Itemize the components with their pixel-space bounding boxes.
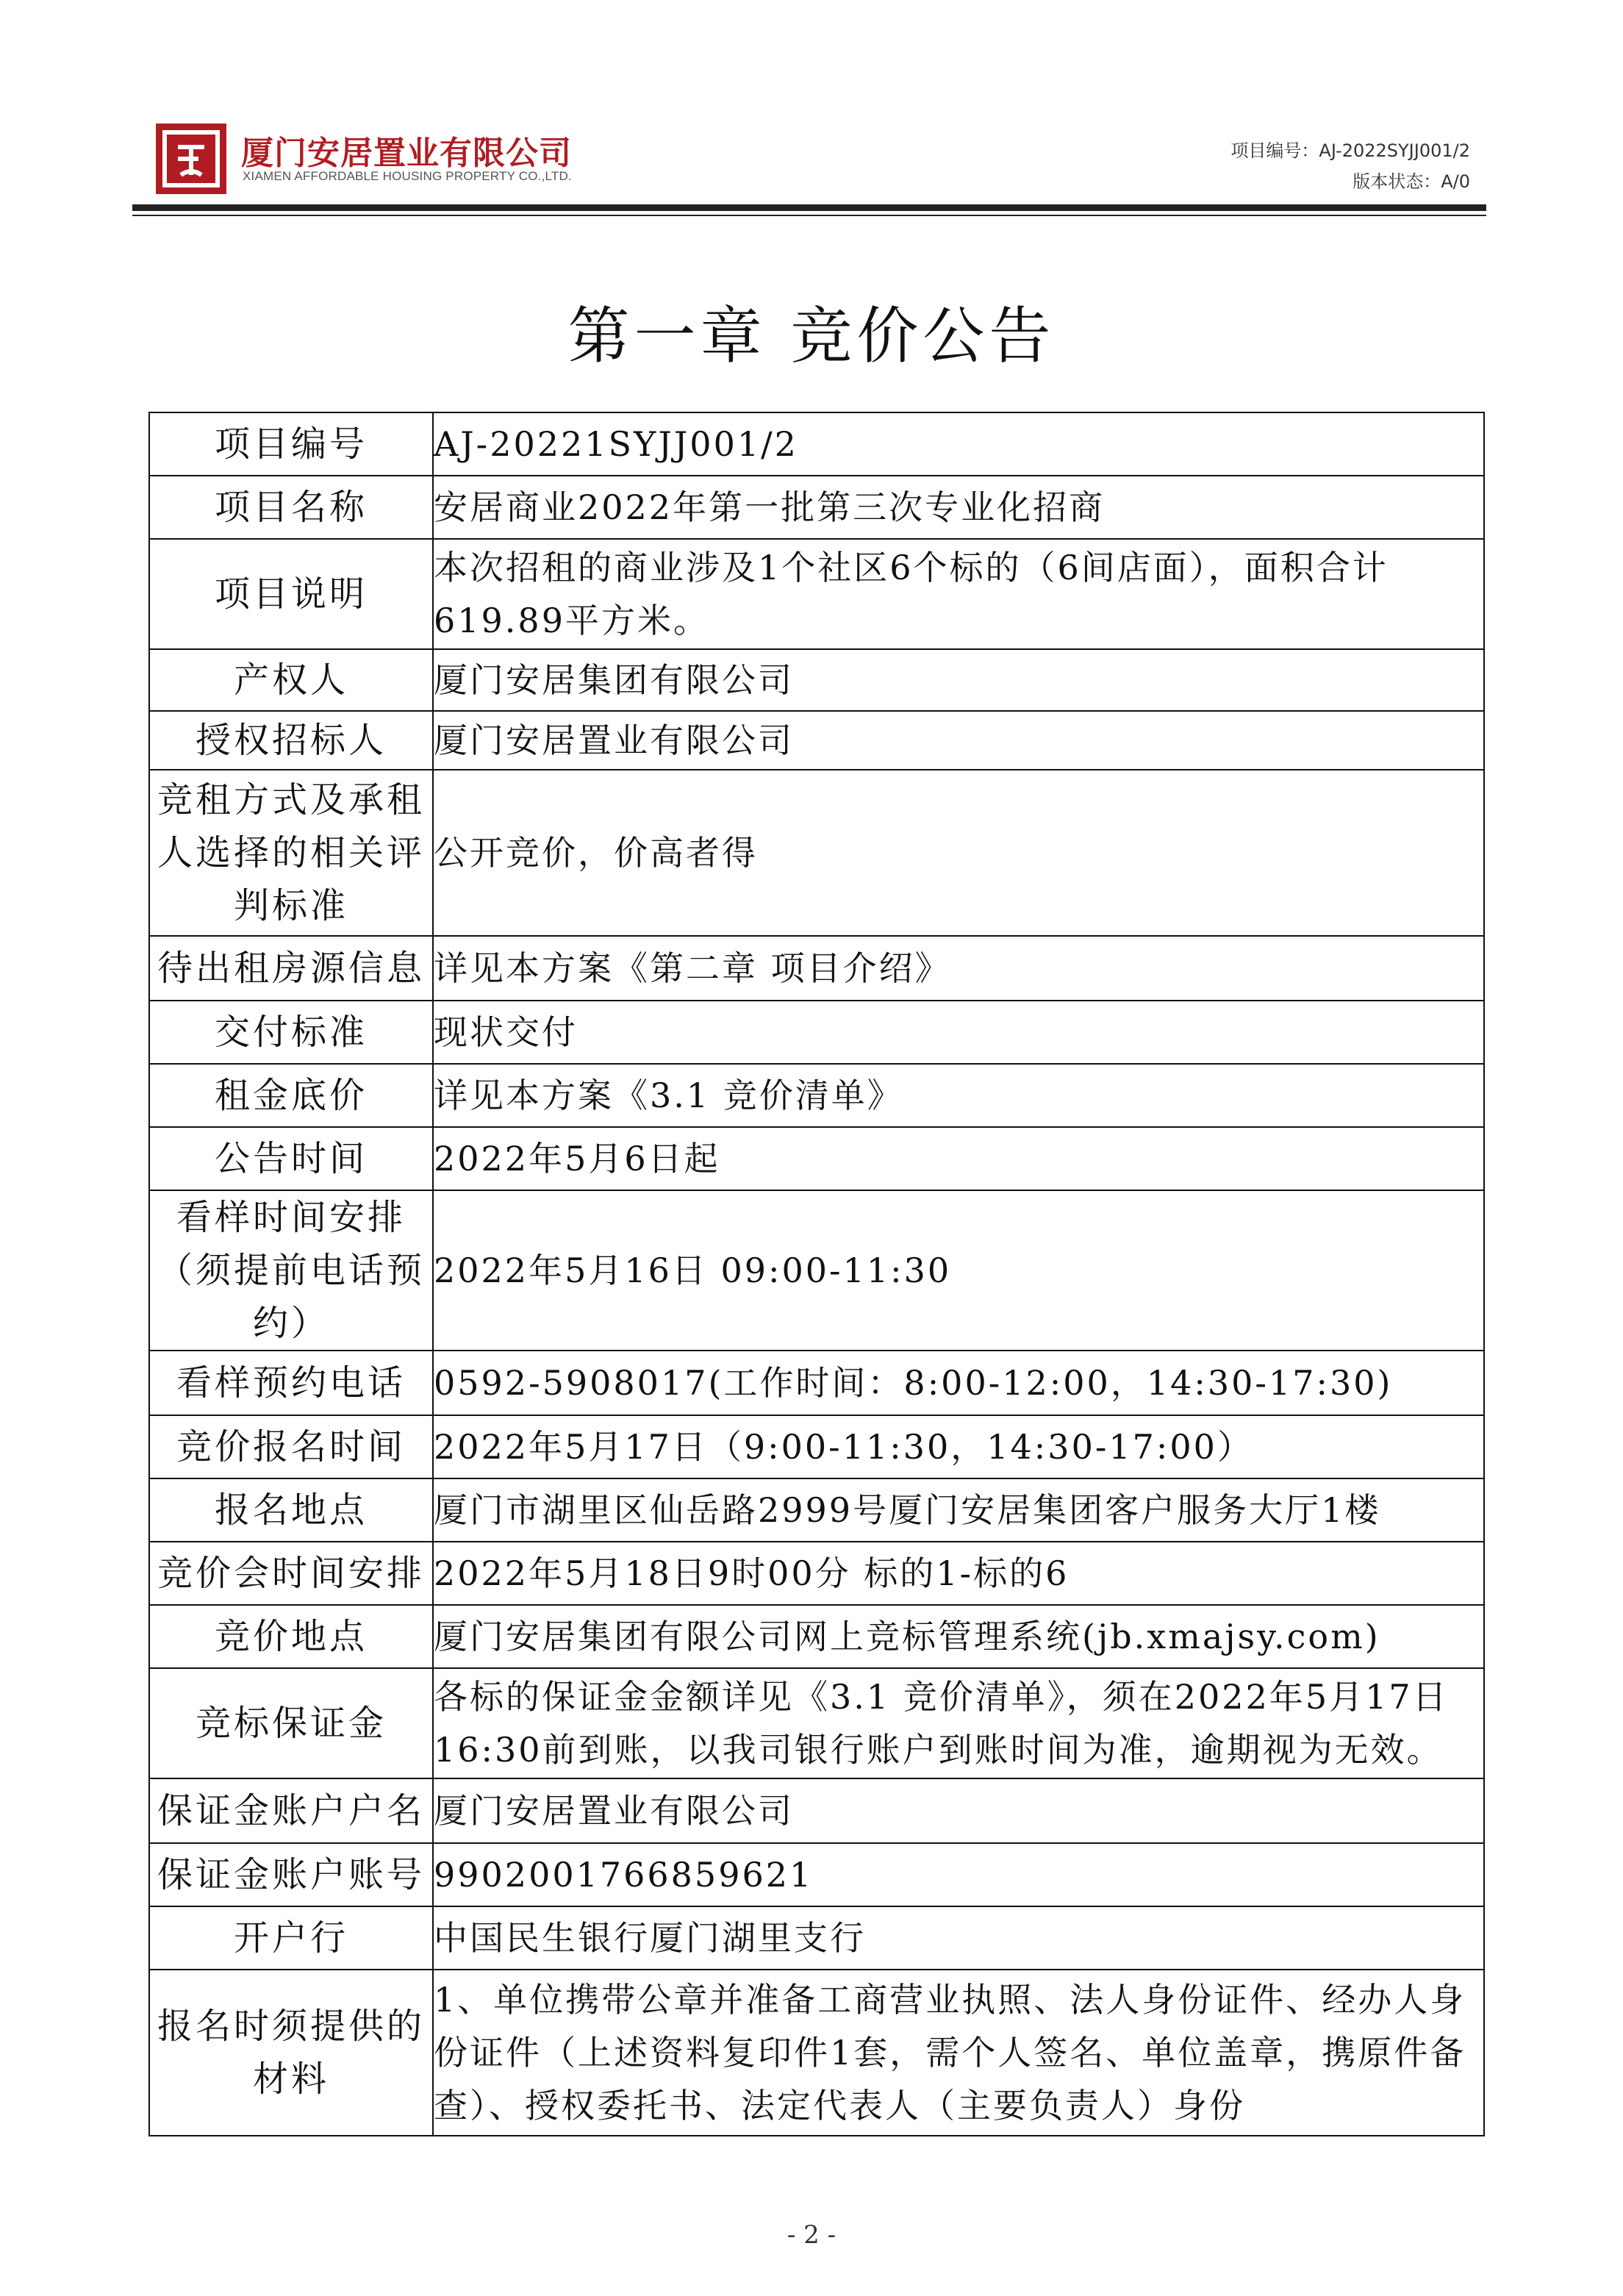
row-label: 报名地点 — [149, 1478, 433, 1542]
table-row — [149, 1906, 1484, 1970]
table-row — [149, 1668, 1484, 1778]
row-value: 详见本方案《第二章 项目介绍》 — [433, 936, 1484, 1001]
row-label: 竞标保证金 — [149, 1668, 433, 1778]
row-label: 产权人 — [149, 649, 433, 711]
row-value: 厦门安居集团有限公司网上竞标管理系统(jb.xmajsy.com) — [433, 1605, 1484, 1668]
row-label: 报名时须提供的材料 — [149, 1970, 433, 2136]
row-value: 2022年5月16日 09:00-11:30 — [433, 1190, 1484, 1351]
row-value: 9902001766859621 — [433, 1843, 1484, 1906]
row-value: AJ-20221SYJJ001/2 — [433, 412, 1484, 476]
row-label: 项目编号 — [149, 412, 433, 476]
chapter-title: 第一章 竞价公告 — [567, 300, 1056, 372]
table-row — [149, 412, 1484, 476]
company-logo-icon — [156, 124, 226, 194]
row-label: 保证金账户户名 — [149, 1778, 433, 1843]
table-row — [149, 936, 1484, 1001]
row-label: 授权招标人 — [149, 711, 433, 770]
table-row — [149, 711, 1484, 770]
table-row — [149, 649, 1484, 711]
row-value: 0592-5908017(工作时间：8:00-12:00，14:30-17:30) — [433, 1351, 1484, 1415]
row-value: 2022年5月6日起 — [433, 1127, 1484, 1190]
table-row — [149, 1478, 1484, 1542]
row-label: 待出租房源信息 — [149, 936, 433, 1001]
table-row — [149, 1605, 1484, 1668]
row-label: 竞租方式及承租人选择的相关评判标准 — [149, 770, 433, 936]
row-value: 安居商业2022年第一批第三次专业化招商 — [433, 476, 1484, 539]
row-value: 现状交付 — [433, 1001, 1484, 1064]
row-label: 交付标准 — [149, 1001, 433, 1064]
company-name-cn: 厦门安居置业有限公司 — [241, 135, 572, 172]
row-value: 中国民生银行厦门湖里支行 — [433, 1906, 1484, 1970]
table-row — [149, 1127, 1484, 1190]
header-rule — [132, 204, 1486, 211]
row-value: 1、单位携带公章并准备工商营业执照、法人身份证件、经办人身份证件（上述资料复印件1套，需个人签名、单位盖章，携原件备查）、授权委托书、法定代表人（主要负责人）身份 — [433, 1970, 1484, 2136]
table-row — [149, 1970, 1484, 2136]
row-label: 项目说明 — [149, 539, 433, 649]
row-value: 厦门安居置业有限公司 — [433, 711, 1484, 770]
row-label: 保证金账户账号 — [149, 1843, 433, 1906]
table-row — [149, 1064, 1484, 1127]
version-status: 版本状态：A/0 — [1352, 171, 1470, 192]
row-label: 看样时间安排（须提前电话预约） — [149, 1190, 433, 1351]
row-value: 2022年5月17日（9:00-11:30，14:30-17:00） — [433, 1415, 1484, 1478]
table-row — [149, 1843, 1484, 1906]
table-row — [149, 770, 1484, 936]
row-value: 2022年5月18日9时00分 标的1-标的6 — [433, 1542, 1484, 1605]
row-label: 项目名称 — [149, 476, 433, 539]
table-row — [149, 1778, 1484, 1843]
row-label: 竞价会时间安排 — [149, 1542, 433, 1605]
table-row — [149, 1190, 1484, 1351]
row-label: 开户行 — [149, 1906, 433, 1970]
row-value: 厦门安居置业有限公司 — [433, 1778, 1484, 1843]
table-row — [149, 1001, 1484, 1064]
table-row — [149, 539, 1484, 649]
table-row — [149, 1351, 1484, 1415]
row-value: 本次招租的商业涉及1个社区6个标的（6间店面），面积合计619.89平方米。 — [433, 539, 1484, 649]
row-value: 公开竞价，价高者得 — [433, 770, 1484, 936]
notice-table — [148, 412, 1485, 2136]
table-row — [149, 1415, 1484, 1478]
row-value: 厦门安居集团有限公司 — [433, 649, 1484, 711]
table-row — [149, 476, 1484, 539]
page-number: - 2 - — [787, 2220, 836, 2250]
row-label: 租金底价 — [149, 1064, 433, 1127]
row-label: 竞价地点 — [149, 1605, 433, 1668]
table-row — [149, 1542, 1484, 1605]
row-label: 公告时间 — [149, 1127, 433, 1190]
row-label: 竞价报名时间 — [149, 1415, 433, 1478]
row-value: 详见本方案《3.1 竞价清单》 — [433, 1064, 1484, 1127]
project-number: 项目编号：AJ-2022SYJJ001/2 — [1230, 140, 1470, 161]
header-rule-thin — [132, 215, 1486, 216]
row-label: 看样预约电话 — [149, 1351, 433, 1415]
row-value: 各标的保证金金额详见《3.1 竞价清单》，须在2022年5月17日16:30前到账，以我司银行账户到账时间为准，逾期视为无效。 — [433, 1668, 1484, 1778]
document-meta — [1230, 135, 1470, 197]
company-name-en: XIAMEN AFFORDABLE HOUSING PROPERTY CO.,LTD. — [243, 169, 572, 183]
row-value: 厦门市湖里区仙岳路2999号厦门安居集团客户服务大厅1楼 — [433, 1478, 1484, 1542]
